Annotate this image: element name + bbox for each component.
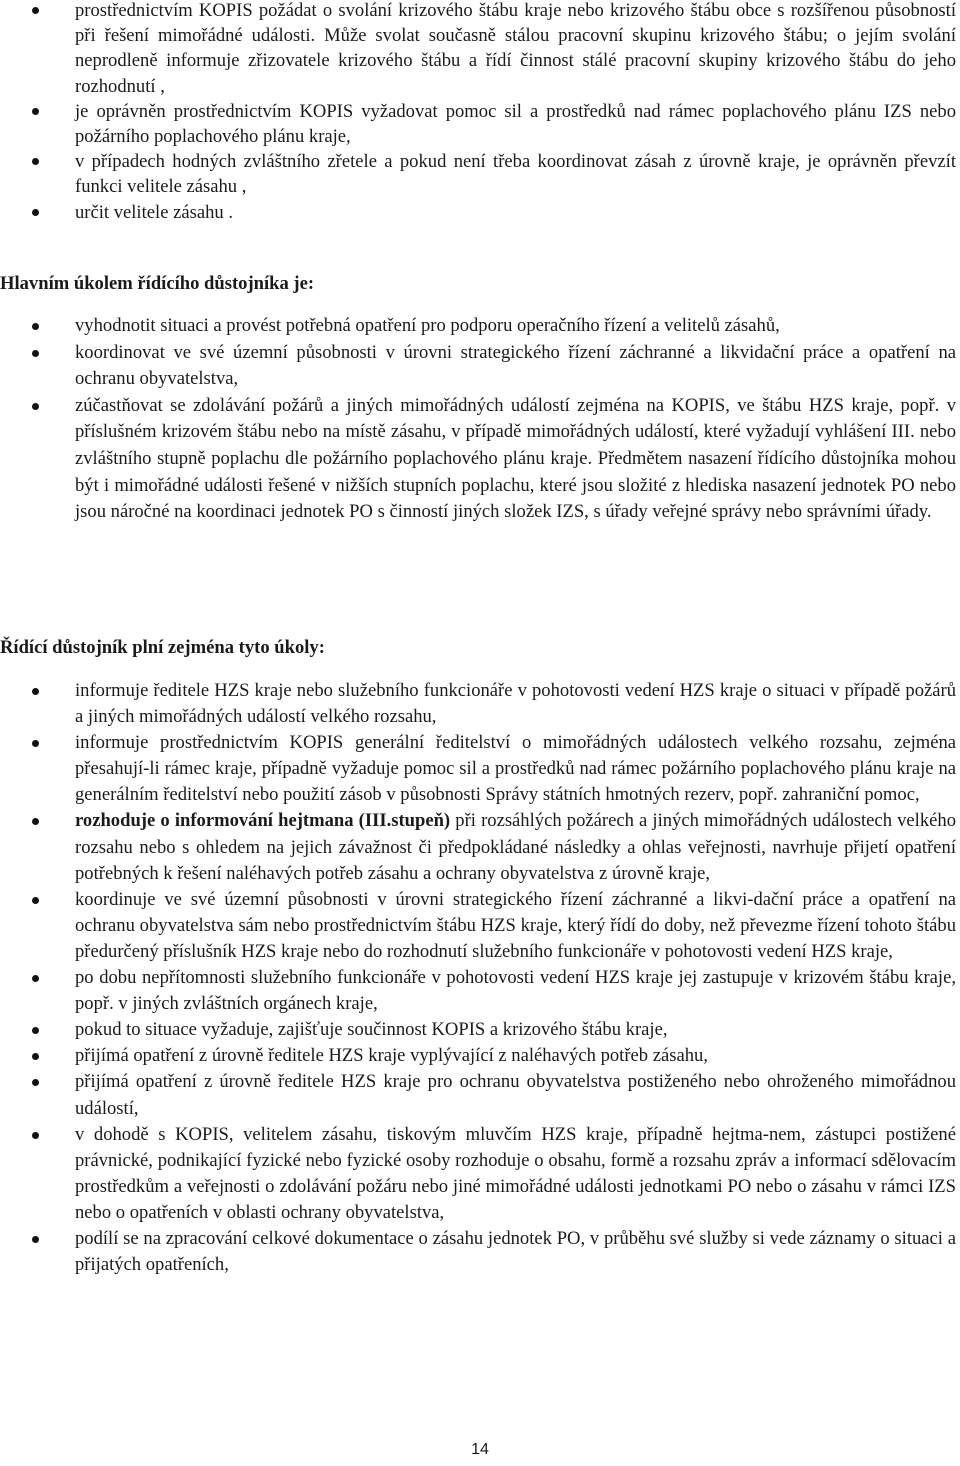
- list-item-text: přijímá opatření z úrovně ředitele HZS kraje vyplývající z naléhavých potřeb zásahu,: [75, 1045, 708, 1067]
- list-item-text: přijímá opatření z úrovně ředitele HZS kraje pro ochranu obyvatelstva postiženého nebo ohroženého mimořádnou událostí,: [75, 1071, 956, 1119]
- list-item-text: podílí se na zpracování celkové dokumentace o zásahu jednotek PO, v průběhu své služby si vede záznamy o situaci a přijatých opatřeních,: [75, 1227, 956, 1276]
- list-item-text: prostřednictvím KOPIS požádat o svolání krizového štábu kraje nebo krizového štábu obce s rozšířenou působností při řešení mimořádné události. Může svolat současně stálou pracovní skupinu krizového štábu; o jejím svolání neprodleně informuje zřizovatele krizového štábu a řídí činnost stálé pracovní skupiny krizového štábu do jeho rozhodnutí ,: [75, 0, 956, 97]
- list-item-text: informuje ředitele HZS kraje nebo služebního funkcionáře v pohotovosti vedení HZS kraje o situaci v případě požárů a jiných mimořádných událostí velkého rozsahu,: [75, 680, 956, 728]
- list-item-text: je oprávněn prostřednictvím KOPIS vyžadovat pomoc sil a prostředků nad rámec poplachového plánu IZS nebo požárního poplachového plánu kraje,: [75, 100, 956, 148]
- list-item: [0, 99, 960, 149]
- bullet-icon: [32, 897, 39, 904]
- list-item-text: koordinovat ve své územní působnosti v úrovni strategického řízení záchranné a likvidační práce a opatření na ochranu obyvatelstva,: [75, 341, 956, 390]
- list-item: [0, 313, 960, 340]
- duties-bullet-list: [0, 678, 960, 1278]
- list-item-text: informuje prostřednictvím KOPIS generální ředitelství o mimořádných událostech velkého rozsahu, zejména přesahují-li rámec kraje, případně vyžaduje pomoc sil a prostředků nad rámec požárního poplachového plánu kraje na generálním ředitelství nebo použití zásob v působnosti Správy státních hmotných rezerv, popř. zahraniční pomoc,: [75, 732, 956, 806]
- bullet-icon: [32, 740, 39, 747]
- bullet-icon: [32, 158, 39, 165]
- list-item: [0, 730, 960, 808]
- list-item-text: po dobu nepřítomnosti služebního funkcionáře v pohotovosti vedení HZS kraje jej zastupuje v krizovém štábu kraje, popř. v jiných zvláštních orgánech kraje,: [75, 967, 956, 1015]
- list-item: [0, 1122, 960, 1226]
- list-item: [0, 965, 960, 1017]
- bullet-icon: [32, 350, 39, 357]
- bullet-icon: [32, 1132, 39, 1139]
- list-item: [0, 1043, 960, 1069]
- bullet-icon: [32, 688, 39, 695]
- main-task-bullet-list: [0, 313, 960, 526]
- list-item: [0, 149, 960, 199]
- bullet-icon: [32, 1079, 39, 1086]
- bullet-icon: [32, 323, 39, 330]
- bullet-icon: [32, 975, 39, 982]
- section-heading-duties: Řídící důstojník plní zejména tyto úkoly:: [0, 637, 325, 658]
- list-item: [0, 393, 960, 526]
- list-item-text: v případech hodných zvláštního zřetele a pokud není třeba koordinovat zásah z úrovně kraje, je oprávněn převzít funkci velitele zásahu ,: [75, 151, 956, 198]
- list-item: [0, 808, 960, 886]
- list-item: [0, 1226, 960, 1278]
- page-number: 14: [471, 1441, 489, 1458]
- list-item-text: zúčastňovat se zdolávání požárů a jiných mimořádných událostí zejména na KOPIS, ve štábu HZS kraje, popř. v příslušném krizovém štábu nebo na místě zásahu, v případě mimořádných událostí, které vyžadují vyhlášení III. nebo zvláštního stupně poplachu dle požárního poplachového plánu kraje. Předmětem nasazení řídícího důstojníka mohou být i mimořádné události řešené v nižších stupních poplachu, které jsou složité z hlediska nasazení jednotek PO nebo jsou náročné na koordinaci jednotek PO s činností jiných složek IZS, s úřady veřejné správy nebo správními úřady.: [75, 394, 956, 523]
- list-item: [0, 887, 960, 965]
- list-item: [0, 1017, 960, 1043]
- top-bullet-list: [0, 0, 960, 225]
- bullet-icon: [32, 7, 39, 14]
- list-item-text: vyhodnotit situaci a provést potřebná opatření pro podporu operačního řízení a velitelů zásahů,: [75, 315, 780, 336]
- bullet-icon: [32, 403, 39, 410]
- section-heading-main-task: Hlavním úkolem řídícího důstojníka je:: [0, 273, 315, 294]
- list-item-bold-text: rozhoduje o informování hejtmana (III.stupeň): [75, 810, 451, 832]
- bullet-icon: [32, 1053, 39, 1060]
- bullet-icon: [32, 108, 39, 115]
- list-item: [0, 340, 960, 393]
- list-item: [0, 0, 960, 99]
- list-item-text: v dohodě s KOPIS, velitelem zásahu, tiskovým mluvčím HZS kraje, případně hejtma-nem, zástupci postižené právnické, podnikající fyzické nebo fyzické osoby rozhoduje o obsahu, formě a rozsahu zpráv a informací sdělovacím prostředkům a veřejnosti o zdolávání požáru nebo jiné mimořádné události jednotkami PO nebo o zásahu v rámci IZS nebo o opatřeních v oblasti ochrany obyvatelstva,: [75, 1123, 956, 1223]
- bullet-icon: [32, 1236, 39, 1243]
- list-item: [0, 1069, 960, 1121]
- list-item: [0, 200, 960, 225]
- bullet-icon: [32, 1027, 39, 1034]
- bullet-icon: [32, 209, 39, 216]
- list-item-text: určit velitele zásahu .: [75, 201, 233, 223]
- bullet-icon: [32, 818, 39, 825]
- list-item-text: pokud to situace vyžaduje, zajišťuje součinnost KOPIS a krizového štábu kraje,: [75, 1019, 668, 1041]
- list-item-text: při rozsáhlých požárech a jiných mimořádných událostech velkého rozsahu nebo s ohledem na jejich závažnost či předpokládané následky a ohlas veřejnosti, navrhuje přijetí opatření potřebných k řešení naléhavých potřeb zásahu a ochrany obyvatelstva z úrovně kraje,: [75, 810, 956, 884]
- list-item-text: koordinuje ve své územní působnosti v úrovni strategického řízení záchranné a likvi-dační práce a opatření na ochranu obyvatelstva sám nebo prostřednictvím štábu HZS kraje, který řídí do doby, než převezme řízení tohoto štábu předurčený příslušník HZS kraje nebo do rozhodnutí služebního funkcionáře v pohotovosti vedení HZS kraje,: [75, 888, 956, 962]
- list-item: [0, 678, 960, 730]
